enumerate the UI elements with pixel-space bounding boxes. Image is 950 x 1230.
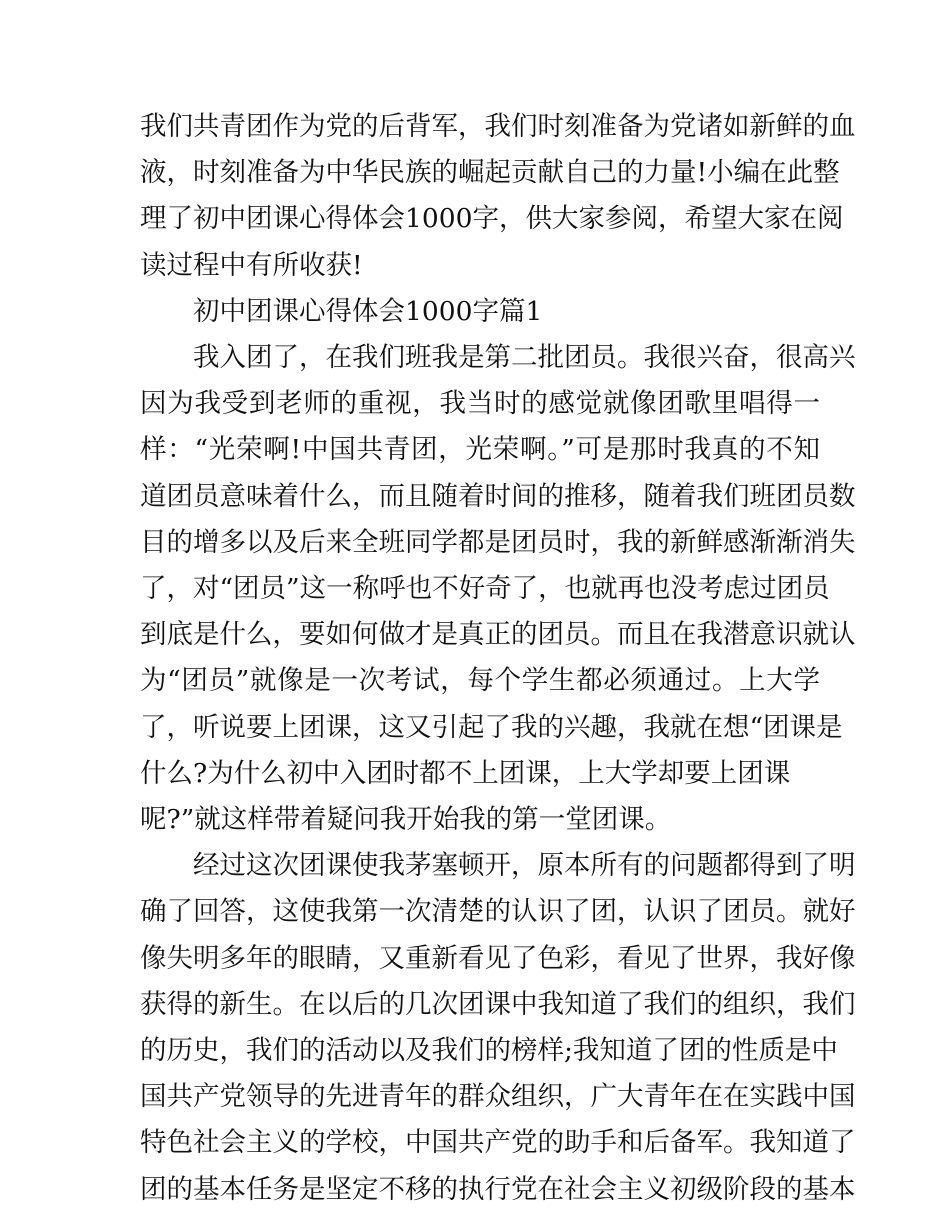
text-line: 了，对“团员”这一称呼也不好奇了，也就再也没考虑过团员 bbox=[140, 573, 830, 605]
text-line: 经过这次团课使我茅塞顿开，原本所有的问题都得到了明 bbox=[193, 850, 856, 882]
body-paragraph-1 bbox=[140, 335, 856, 843]
text-line: 像失明多年的眼睛，又重新看见了色彩，看见了世界，我好像 bbox=[140, 942, 856, 974]
document-body bbox=[140, 104, 856, 1213]
text-line: 目的增多以及后来全班同学都是团员时，我的新鲜感渐渐消失 bbox=[140, 526, 856, 558]
text-line: 确了回答，这使我第一次清楚的认识了团，认识了团员。就好 bbox=[140, 896, 856, 928]
section-heading-paragraph bbox=[140, 289, 820, 335]
text-line: 特色社会主义的学校，中国共产党的助手和后备军。我知道了 bbox=[140, 1127, 856, 1159]
text-line: 什么?为什么初中入团时都不上团课，上大学却要上团课 bbox=[140, 757, 791, 789]
text-line: 我入团了，在我们班我是第二批团员。我很兴奋，很高兴 bbox=[193, 342, 856, 374]
text-line: 呢?”就这样带着疑问我开始我的第一堂团课。 bbox=[140, 804, 672, 836]
section-title: 初中团课心得体会1000字篇1 bbox=[193, 295, 543, 327]
text-line: 获得的新生。在以后的几次团课中我知道了我们的组织，我们 bbox=[140, 988, 856, 1020]
text-line: 的历史，我们的活动以及我们的榜样;我知道了团的性质是中 bbox=[140, 1035, 838, 1067]
text-line: 液，时刻准备为中华民族的崛起贡献自己的力量!小编在此整 bbox=[140, 157, 840, 189]
text-line: 读过程中有所收获! bbox=[140, 249, 363, 281]
text-line: 我们共青团作为党的后背军，我们时刻准备为党诸如新鲜的血 bbox=[140, 111, 856, 142]
intro-paragraph bbox=[140, 104, 856, 289]
text-line: 为“团员”就像是一次考试，每个学生都必须通过。上大学 bbox=[140, 665, 820, 697]
text-line: 国共产党领导的先进青年的群众组织，广大青年在在实践中国 bbox=[140, 1081, 856, 1113]
text-line: 理了初中团课心得体会1000字，供大家参阅，希望大家在阅 bbox=[140, 203, 844, 235]
text-line: 了，听说要上团课，这又引起了我的兴趣，我就在想“团课是 bbox=[140, 711, 843, 743]
text-line: 因为我受到老师的重视，我当时的感觉就像团歌里唱得一 bbox=[140, 388, 820, 420]
text-line: 团的基本任务是坚定不移的执行党在社会主义初级阶段的基本 bbox=[140, 1173, 856, 1205]
text-line: 到底是什么，要如何做才是真正的团员。而且在我潜意识就认 bbox=[140, 619, 856, 651]
body-paragraph-2 bbox=[140, 843, 856, 1213]
text-line: 道团员意味着什么，而且随着时间的推移，随着我们班团员数 bbox=[140, 480, 856, 512]
text-line: 样：“光荣啊!中国共青团，光荣啊。”可是那时我真的不知 bbox=[140, 434, 820, 466]
